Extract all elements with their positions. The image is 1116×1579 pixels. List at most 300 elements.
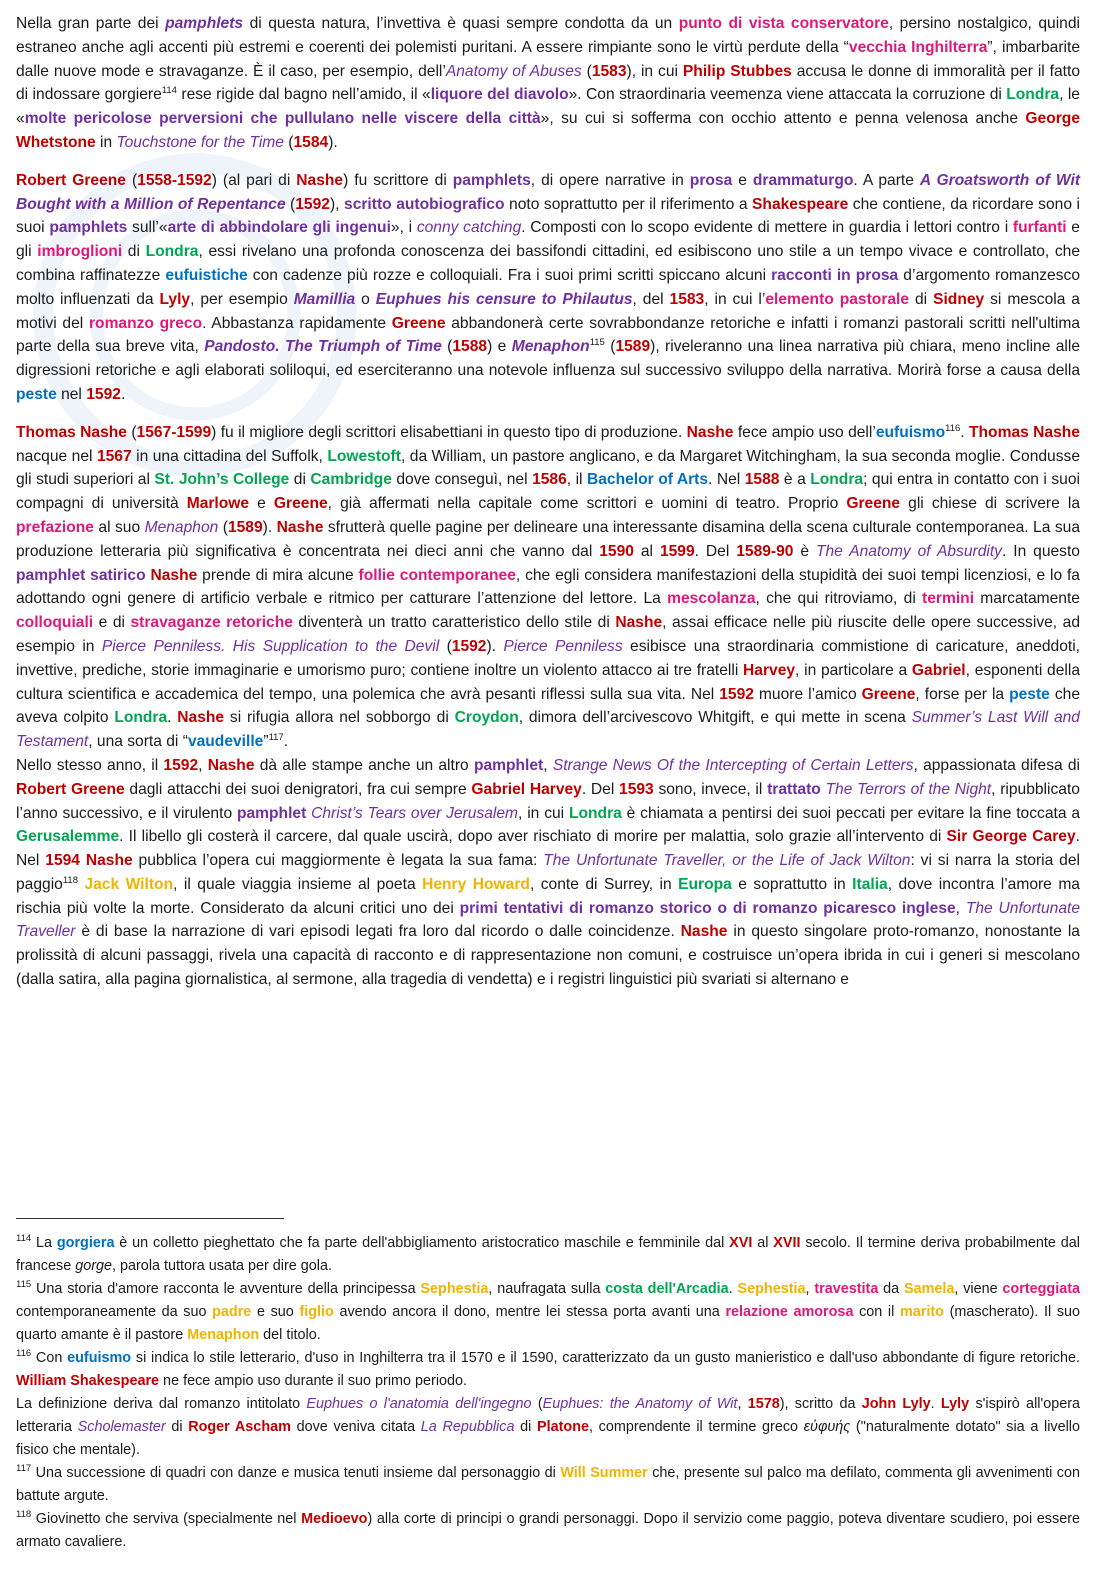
highlighted-term: εὐφυής bbox=[803, 1419, 851, 1435]
text-run: », su cui si sofferma con occhio attento e penna velenosa anche bbox=[540, 110, 1026, 128]
highlighted-term: Sephestia bbox=[420, 1281, 489, 1297]
highlighted-term: Euphues: the Anatomy of Wit bbox=[542, 1396, 738, 1412]
text-run: al bbox=[633, 542, 660, 560]
footnote-117 bbox=[16, 1462, 1080, 1508]
text-run: . bbox=[960, 423, 969, 441]
text-run: ) (al pari di bbox=[211, 171, 297, 189]
highlighted-term: 1583 bbox=[669, 290, 705, 308]
text-run: La bbox=[31, 1235, 57, 1251]
text-run: prende di mira alcune bbox=[197, 566, 359, 584]
text-run: ). bbox=[328, 133, 338, 151]
text-run: nel bbox=[56, 385, 87, 403]
text-run: avendo ancora il dono, mentre lei stessa porta avanti una bbox=[333, 1304, 726, 1320]
highlighted-term: Bachelor of Arts bbox=[587, 471, 709, 489]
footnote-separator bbox=[16, 1218, 284, 1219]
text-run: ("naturalmente dotato" sia a livello fisico che mentale). bbox=[16, 1419, 1080, 1458]
highlighted-term: Nashe bbox=[150, 566, 198, 584]
text-run: ), bbox=[329, 195, 345, 213]
highlighted-term: Pandosto. The Triumph of Time bbox=[204, 338, 442, 356]
text-run: . Il libello gli costerà il carcere, dal quale uscirà, dopo aver rischiato di morire per malattia, solo grazie all’intervento di bbox=[119, 828, 947, 846]
text-run: sono, invece, il bbox=[653, 780, 768, 798]
text-run: Una storia d'amore racconta le avventure della principessa bbox=[31, 1281, 421, 1297]
text-run: Giovinetto che serviva (specialmente nel bbox=[31, 1511, 302, 1527]
highlighted-term: Euphues his censure to Philautus bbox=[375, 290, 633, 308]
text-run: secolo. Il termine deriva probabilmente dal francese bbox=[16, 1235, 1080, 1274]
highlighted-term: vecchia Inghilterra bbox=[848, 38, 988, 56]
highlighted-term: Lowestoft bbox=[327, 447, 401, 465]
highlighted-term: Italia bbox=[852, 875, 888, 893]
text-run: . bbox=[167, 709, 178, 727]
text-run: è bbox=[793, 542, 816, 560]
text-run: , bbox=[543, 756, 553, 774]
paragraph-nashe-1592 bbox=[16, 754, 1080, 992]
highlighted-term: elemento pastorale bbox=[765, 290, 910, 308]
highlighted-term: Greene bbox=[846, 495, 901, 513]
highlighted-term: Londra bbox=[1006, 86, 1060, 104]
highlighted-term: 1589 bbox=[615, 338, 651, 356]
text-run: , comprendente il termine greco bbox=[589, 1419, 804, 1435]
text-run: ( bbox=[283, 133, 294, 151]
text-run: , per esempio bbox=[190, 290, 294, 308]
highlighted-term: scritto autobiografico bbox=[344, 195, 505, 213]
text-run: , naufragata sulla bbox=[488, 1281, 606, 1297]
highlighted-term: Christ’s Tears over Jerusalem bbox=[311, 804, 519, 822]
highlighted-term: vaudeville bbox=[187, 733, 264, 751]
highlighted-term: Sephestia bbox=[737, 1281, 806, 1297]
highlighted-term: 1599 bbox=[659, 542, 695, 560]
text-run: . Nel bbox=[16, 828, 1080, 870]
text-run: ), scritto da bbox=[779, 1396, 862, 1412]
highlighted-term: gorge bbox=[75, 1258, 113, 1274]
text-run: ), in cui bbox=[626, 62, 683, 80]
text-run: La definizione deriva dal romanzo intitolato bbox=[16, 1396, 307, 1412]
text-run: . Composti con lo scopo evidente di mettere in guardia i lettori contro i bbox=[521, 219, 1013, 237]
text-run: , una sorta di “ bbox=[88, 733, 188, 751]
text-run: al suo bbox=[93, 518, 145, 536]
highlighted-term: Strange News Of the Intercepting of Certain Letters bbox=[552, 756, 914, 774]
highlighted-term: Lyly bbox=[940, 1396, 970, 1412]
highlighted-term: Summer’s Last Will and Testament bbox=[16, 709, 1080, 751]
highlighted-term: Nashe bbox=[686, 423, 734, 441]
highlighted-term: 1588 bbox=[744, 471, 780, 489]
text-run: e bbox=[732, 171, 753, 189]
text-run: e gli bbox=[16, 219, 1080, 261]
footnote-118 bbox=[16, 1508, 1080, 1554]
text-run: ) fu il migliore degli scrittori elisabettiani in questo tipo di produzione. bbox=[211, 423, 687, 441]
highlighted-term: pamphlet bbox=[473, 756, 544, 774]
text-run: che contiene, da ricordare sono i suoi bbox=[16, 195, 1080, 237]
text-run: , parola tuttora usata per dire gola. bbox=[112, 1258, 333, 1274]
highlighted-term: Sidney bbox=[933, 290, 985, 308]
highlighted-term: punto di vista conservatore bbox=[678, 15, 889, 32]
text-run: , appassionata difesa di bbox=[913, 756, 1081, 774]
highlighted-term: racconti in prosa bbox=[771, 266, 899, 284]
highlighted-term: The Anatomy of Absurdity bbox=[815, 542, 1002, 560]
highlighted-term: stravaganze retoriche bbox=[130, 614, 293, 632]
footnote-ref: 114 bbox=[16, 1233, 32, 1245]
highlighted-term: Europa bbox=[678, 875, 732, 893]
text-run: , esponenti della cultura scientifica e accademica del tempo, una polemica che avrà pesanti riflessi sulla sua vita. Nel bbox=[16, 661, 1080, 703]
highlighted-term: A Groatsworth of Wit Bought with a Million of Repentance bbox=[16, 171, 1081, 213]
text-run: , essi rivelano una profonda conoscenza dei bassifondi cittadini, ed esibiscono uno stile a un tempo vivace e controllato, che combina raffinatezze bbox=[16, 243, 1080, 284]
text-run: , dove incontra l’amore ma rischia più volte la morte. Considerato da alcuni critici uno dei bbox=[16, 875, 1080, 917]
text-run: . bbox=[120, 385, 126, 403]
text-run: : vi si narra la storia del paggio bbox=[16, 852, 1080, 893]
text-run: ne fece ampio uso durante il suo primo periodo. bbox=[159, 1373, 468, 1389]
text-run: Una successione di quadri con danze e musica tenuti insieme dal personaggio di bbox=[31, 1465, 561, 1481]
highlighted-term: La Repubblica bbox=[420, 1419, 515, 1435]
highlighted-term: trattato bbox=[767, 780, 821, 798]
text-run: . Del bbox=[581, 780, 620, 798]
text-run: è un colletto pieghettato che fa parte dell'abbigliamento aristocratico maschile e femminile dal bbox=[114, 1235, 730, 1251]
text-run: al bbox=[752, 1235, 774, 1251]
text-run: , che qui ritroviamo, di bbox=[755, 590, 923, 608]
highlighted-term: Sir George Carey bbox=[946, 828, 1076, 846]
highlighted-term: Shakespeare bbox=[752, 195, 849, 213]
highlighted-term: marito bbox=[899, 1304, 944, 1320]
text-run: . bbox=[283, 733, 289, 751]
text-run: , le « bbox=[16, 86, 1080, 128]
text-run: dove veniva citata bbox=[290, 1419, 421, 1435]
text-run: rese rigide dal bagno nell’amido, il « bbox=[176, 86, 431, 104]
highlighted-term: mescolanza bbox=[667, 590, 756, 608]
text-run: , bbox=[198, 756, 208, 774]
highlighted-term: Nashe bbox=[85, 852, 133, 870]
text-run: e suo bbox=[251, 1304, 300, 1320]
highlighted-term: Marlowe bbox=[186, 495, 250, 513]
text-run: si rifugia allora nel sobborgo di bbox=[224, 709, 455, 727]
highlighted-term: 1558-1592 bbox=[137, 171, 212, 189]
highlighted-term: Euphues o l'anatomia dell'ingegno bbox=[306, 1396, 532, 1412]
text-run: ( bbox=[581, 62, 592, 80]
text-run: esibisce una straordinaria commistione di caricature, aneddoti, invettive, prediche, storie immaginarie e umorismo puro; contiene inoltre un violento attacco ai tre fratelli bbox=[16, 637, 1081, 679]
text-run: contemporaneamente da suo bbox=[16, 1304, 213, 1320]
text-run: e soprattutto in bbox=[731, 875, 853, 893]
text-run: ) fu scrittore di bbox=[343, 171, 453, 189]
text-run: e bbox=[249, 495, 274, 513]
text-run: . A parte bbox=[853, 171, 920, 189]
highlighted-term: Menaphon bbox=[511, 338, 590, 356]
text-run: , viene bbox=[954, 1281, 1003, 1297]
text-run: in bbox=[95, 133, 117, 151]
highlighted-term: 1589-90 bbox=[736, 542, 794, 560]
highlighted-term: romanzo greco bbox=[88, 314, 203, 332]
highlighted-term: pamphlet satirico bbox=[16, 566, 146, 584]
text-run: ). bbox=[262, 518, 277, 536]
text-run: è chiamata a pentirsi dei suoi peccati per evitare la fine toccata a bbox=[621, 804, 1081, 822]
highlighted-term: molte pericolose perversioni che pullulano nelle viscere della città bbox=[24, 110, 541, 128]
text-run: noto soprattutto per il riferimento a bbox=[504, 195, 753, 213]
text-run: , persino nostalgico, quindi estraneo anche agli accenti più estremi e coerenti dei polemisti puritani. A essere rimpiante sono le virtù perdute della “ bbox=[16, 15, 1080, 56]
text-run: , conte di Surrey, in bbox=[529, 875, 679, 893]
highlighted-term: 1592 bbox=[86, 385, 121, 403]
text-run: di bbox=[165, 1419, 189, 1435]
text-run: ”, imbarbarite dalle nuove mode e stravaganze. È il caso, per esempio, dell’ bbox=[16, 38, 1081, 80]
text-run: ( bbox=[125, 171, 138, 189]
text-run: da bbox=[878, 1281, 904, 1297]
text-run: sull’« bbox=[127, 219, 168, 237]
highlighted-term: 1590 bbox=[599, 542, 634, 560]
highlighted-term: Menaphon bbox=[144, 518, 219, 536]
highlighted-term: 1578 bbox=[747, 1396, 780, 1412]
footnote-ref: 117 bbox=[16, 1463, 32, 1475]
text-run: dà alle stampe anche un altro bbox=[254, 756, 474, 774]
highlighted-term: imbroglioni bbox=[37, 243, 123, 261]
highlighted-term: Will Summer bbox=[560, 1465, 648, 1481]
text-run: . bbox=[728, 1281, 738, 1297]
text-run: di bbox=[909, 290, 934, 308]
text-run: diventerà un tratto caratteristico dello stile di bbox=[292, 614, 616, 632]
highlighted-term: Nashe bbox=[207, 756, 255, 774]
text-run: ; qui entra in contatto con i suoi compagni di università bbox=[16, 471, 1080, 513]
highlighted-term: follie contemporanee bbox=[358, 566, 516, 584]
highlighted-term: Henry Howard bbox=[422, 875, 530, 893]
highlighted-term: St. John’s College bbox=[154, 471, 290, 489]
highlighted-term: Pierce Penniless bbox=[503, 637, 623, 655]
footnote-ref: 114 bbox=[161, 85, 177, 97]
highlighted-term: pamphlets bbox=[452, 171, 531, 189]
highlighted-term: George Whetstone bbox=[16, 110, 1080, 151]
highlighted-term: Nashe bbox=[615, 614, 663, 632]
text-run: dagli attacchi dei suoi denigratori, fra cui sempre bbox=[124, 780, 472, 798]
highlighted-term: Nashe bbox=[276, 518, 324, 536]
text-run: , in cui bbox=[518, 804, 569, 822]
paragraph-thomas-nashe bbox=[16, 421, 1080, 754]
text-run: ) alla corte di principi o grandi personaggi. Dopo il servizio come paggio, poteva diventare scudiero, poi essere armato cavaliere. bbox=[16, 1511, 1080, 1550]
text-run: ( bbox=[604, 338, 616, 356]
highlighted-term: Mamillia bbox=[293, 290, 356, 308]
text-run: , il bbox=[566, 471, 587, 489]
highlighted-term: furfanti bbox=[1012, 219, 1067, 237]
highlighted-term: liquore del diavolo bbox=[430, 86, 569, 104]
highlighted-term: gorgiera bbox=[56, 1235, 115, 1251]
highlighted-term: Roger Ascham bbox=[188, 1419, 291, 1435]
text-run: si indica lo stile letterario, d'uso in Inghilterra tra il 1570 e il 1590, caratterizzato da un gusto manieristico e dall'uso abbondante di figure retoriche. bbox=[131, 1350, 1081, 1366]
highlighted-term: 1594 bbox=[45, 852, 80, 870]
footnote-ref: 118 bbox=[16, 1509, 32, 1521]
text-run: che, presente sul palco ma defilato, commenta gli avvenimenti con battute argute. bbox=[16, 1465, 1080, 1504]
highlighted-term: 1586 bbox=[532, 471, 567, 489]
footnotes bbox=[16, 1232, 1080, 1554]
highlighted-term: Robert Greene bbox=[16, 171, 126, 189]
highlighted-term: 1592 bbox=[163, 756, 199, 774]
text-run: , del bbox=[632, 290, 670, 308]
text-run: di bbox=[122, 243, 146, 261]
footnote-ref: 118 bbox=[62, 874, 78, 886]
text-run: nacque nel bbox=[16, 447, 97, 465]
text-run: , in particolare a bbox=[795, 661, 912, 679]
highlighted-term: peste bbox=[1009, 685, 1050, 703]
footnote-115 bbox=[16, 1278, 1080, 1347]
text-run: d’argomento romanzesco molto influenzati da bbox=[16, 266, 1080, 308]
highlighted-term: Nashe bbox=[177, 709, 225, 727]
text-run: in questo singolare proto-romanzo, nonostante la prolissità di alcuni passaggi, rivela una capacità di racconto e di rappresentazione non comuni, e costruisce un’opera ibrida in cui i generi si mescolano (dalla satira, alla pagina giornalistica, al sermone, alla tragedia di vendetta) e i registri linguistici più svariati si alternano e bbox=[16, 923, 1080, 989]
highlighted-term: Nashe bbox=[680, 923, 728, 941]
text-run: è di base la narrazione di vari episodi legati fra loro dal ricordo o dalle coincidenze. bbox=[75, 923, 681, 941]
text-run: ” bbox=[263, 733, 269, 751]
highlighted-term: The Unfortunate Traveller, or the Life of Jack Wilton bbox=[543, 852, 911, 870]
highlighted-term: XVII bbox=[773, 1235, 801, 1251]
highlighted-term: John Lyly bbox=[861, 1396, 931, 1412]
text-run: con cadenze più rozze e colloquiali. Fra i suoi primi scritti spiccano alcuni bbox=[247, 266, 772, 284]
text-run: , da William, un pastore anglicano, e da Margaret Witchingham, la sua seconda moglie. Condusse gli studi superiori al bbox=[16, 447, 1081, 489]
text-run: si mescola a motivi del bbox=[16, 290, 1080, 332]
text-run: ( bbox=[126, 423, 137, 441]
text-run: , forse per la bbox=[915, 685, 1010, 703]
text-run: Con bbox=[31, 1350, 68, 1366]
highlighted-term: figlio bbox=[299, 1304, 334, 1320]
highlighted-term: primi tentativi di romanzo storico o di romanzo picaresco inglese bbox=[459, 899, 956, 917]
highlighted-term: Samela bbox=[903, 1281, 955, 1297]
text-run: ( bbox=[218, 518, 228, 536]
highlighted-term: eufuismo bbox=[875, 423, 946, 441]
highlighted-term: Anatomy of Abuses bbox=[445, 62, 582, 80]
highlighted-term: prosa bbox=[689, 171, 733, 189]
text-run: fece ampio uso dell’ bbox=[733, 423, 876, 441]
highlighted-term: Pierce Penniless. His Supplication to the Devil bbox=[101, 637, 440, 655]
highlighted-term: Scholemaster bbox=[77, 1419, 166, 1435]
highlighted-term: Londra bbox=[145, 243, 199, 261]
paragraph-pamphlets-intro bbox=[16, 12, 1080, 155]
text-run: ), riveleranno una linea narrativa più chiara, meno incline alle digressioni retoriche e agli elaborati soliloqui, ed eserciteranno una notevole influenza sul successivo sviluppo della narrativa. Morirà forse a causa della bbox=[16, 338, 1081, 380]
highlighted-term: Jack Wilton bbox=[84, 875, 174, 893]
main-text bbox=[16, 12, 1080, 1006]
highlighted-term: Harvey bbox=[743, 661, 796, 679]
highlighted-term: termini bbox=[922, 590, 975, 608]
text-run: . bbox=[930, 1396, 941, 1412]
highlighted-term: The Unfortunate Traveller bbox=[16, 899, 1081, 941]
footnote-ref: 115 bbox=[589, 337, 605, 349]
highlighted-term: 1583 bbox=[591, 62, 627, 80]
highlighted-term: pamphlets bbox=[49, 219, 128, 237]
text-run: ). bbox=[486, 637, 504, 655]
text-run: del titolo. bbox=[259, 1327, 321, 1343]
footnote-ref: 116 bbox=[16, 1348, 32, 1360]
highlighted-term: 1567 bbox=[96, 447, 132, 465]
text-run: (mascherato). Il suo quarto amante è il pastore bbox=[16, 1304, 1081, 1343]
highlighted-term: Greene bbox=[273, 495, 328, 513]
footnote-ref: 116 bbox=[945, 422, 961, 434]
text-run: , che egli considera manifestazioni della stupidità dei suoi tempi licenziosi, e lo fa adottando ogni genere di artificio verbale e ritmico per catturare l’attenzione del lettore. La bbox=[16, 566, 1080, 608]
highlighted-term: 1588 bbox=[452, 338, 488, 356]
highlighted-term: eufuistiche bbox=[165, 266, 248, 284]
highlighted-term: peste bbox=[16, 385, 57, 403]
highlighted-term: Medioevo bbox=[301, 1511, 368, 1527]
highlighted-term: 1592 bbox=[451, 637, 487, 655]
highlighted-term: Croydon bbox=[454, 709, 519, 727]
highlighted-term: 1593 bbox=[619, 780, 654, 798]
highlighted-term: Greene bbox=[861, 685, 916, 703]
highlighted-term: prefazione bbox=[16, 518, 94, 536]
footnote-116 bbox=[16, 1347, 1080, 1393]
highlighted-term: Touchstone for the Time bbox=[116, 133, 284, 151]
text-run: ( bbox=[285, 195, 296, 213]
text-run: . In questo bbox=[1001, 542, 1080, 560]
text-run: , dimora dell’arcivescovo Whitgift, e qui mette in scena bbox=[518, 709, 912, 727]
highlighted-term: arte di abbindolare gli ingenui bbox=[167, 219, 391, 237]
text-run: , bbox=[805, 1281, 815, 1297]
text-run: , in cui l’ bbox=[704, 290, 766, 308]
text-run: Nella gran parte dei bbox=[16, 15, 166, 32]
text-run: . Abbastanza rapidamente bbox=[202, 314, 392, 332]
text-run: di bbox=[289, 471, 311, 489]
text-run: accusa le donne di immoralità per il fatto di indossare gorgiere bbox=[16, 62, 1081, 104]
highlighted-term: corteggiata bbox=[1002, 1281, 1080, 1297]
text-run: ( bbox=[439, 637, 452, 655]
highlighted-term: costa dell'Arcadia bbox=[605, 1281, 729, 1297]
highlighted-term: travestita bbox=[814, 1281, 879, 1297]
highlighted-term: pamphlet bbox=[236, 804, 307, 822]
text-run: », i bbox=[390, 219, 417, 237]
highlighted-term: Londra bbox=[114, 709, 168, 727]
paragraph-robert-greene bbox=[16, 169, 1080, 407]
footnote-ref: 115 bbox=[16, 1279, 32, 1291]
highlighted-term: Nashe bbox=[296, 171, 344, 189]
highlighted-term: Gerusalemme bbox=[16, 828, 120, 846]
text-run: abbandonerà certe sovrabbondanze retoriche e infatti i romanzi pastorali scritti nell'ultima parte della sua breve vita, bbox=[16, 314, 1080, 356]
text-run: ( bbox=[531, 1396, 543, 1412]
highlighted-term: Greene bbox=[391, 314, 446, 332]
footnote-114 bbox=[16, 1232, 1080, 1278]
highlighted-term: colloquiali bbox=[16, 614, 94, 632]
footnote-ref: 117 bbox=[268, 731, 284, 743]
text-run: , di opere narrative in bbox=[530, 171, 690, 189]
text-run: con il bbox=[853, 1304, 900, 1320]
text-run: pubblica l’opera cui maggiormente è legata la sua fama: bbox=[132, 852, 544, 870]
text-run: sfrutterà quelle pagine per delineare una interessante disamina della scena culturale contemporanea. La sua produzione letteraria più significativa è concentrata nei dieci anni che vanno dal bbox=[16, 518, 1080, 560]
text-run: in una cittadina del Suffolk, bbox=[131, 447, 328, 465]
highlighted-term: 1567-1599 bbox=[136, 423, 212, 441]
text-run: e di bbox=[93, 614, 131, 632]
highlighted-term: XVI bbox=[729, 1235, 753, 1251]
text-run: , bbox=[737, 1396, 748, 1412]
text-run: ) e bbox=[487, 338, 512, 356]
highlighted-term: Gabriel Harvey bbox=[471, 780, 582, 798]
highlighted-term: drammaturgo bbox=[752, 171, 854, 189]
highlighted-term: 1592 bbox=[719, 685, 754, 703]
text-run: che aveva colpito bbox=[16, 685, 1080, 727]
text-run: s'ispirò all'opera letteraria bbox=[16, 1396, 1081, 1435]
text-run: . Nel bbox=[708, 471, 745, 489]
text-run: , bbox=[955, 899, 966, 917]
text-run: muore l’amico bbox=[753, 685, 862, 703]
highlighted-term: pamphlets bbox=[165, 15, 244, 32]
text-run: marcatamente bbox=[974, 590, 1080, 608]
highlighted-term: The Terrors of the Night bbox=[825, 780, 992, 798]
text-run: . Del bbox=[694, 542, 737, 560]
text-run: ( bbox=[441, 338, 453, 356]
highlighted-term: Lyly bbox=[159, 290, 191, 308]
text-run: di questa natura, l’invettiva è quasi sempre condotta da un bbox=[243, 15, 679, 32]
highlighted-term: William Shakespeare bbox=[16, 1373, 160, 1389]
text-run: o bbox=[355, 290, 376, 308]
highlighted-term: Platone bbox=[537, 1419, 589, 1435]
highlighted-term: Londra bbox=[810, 471, 864, 489]
text-run: , il quale viaggia insieme al poeta bbox=[173, 875, 423, 893]
highlighted-term: Gabriel bbox=[911, 661, 966, 679]
footnote-116-continued bbox=[16, 1393, 1080, 1462]
text-run: è a bbox=[779, 471, 811, 489]
highlighted-term: 1584 bbox=[293, 133, 329, 151]
text-run: gli chiese di scrivere la bbox=[900, 495, 1080, 513]
highlighted-term: conny catching bbox=[416, 219, 522, 237]
highlighted-term: Menaphon bbox=[187, 1327, 260, 1343]
highlighted-term: 1589 bbox=[227, 518, 263, 536]
text-run: di bbox=[514, 1419, 538, 1435]
text-run: dove conseguì, nel bbox=[391, 471, 533, 489]
text-run: Nello stesso anno, il bbox=[16, 756, 164, 774]
highlighted-term: Londra bbox=[568, 804, 622, 822]
